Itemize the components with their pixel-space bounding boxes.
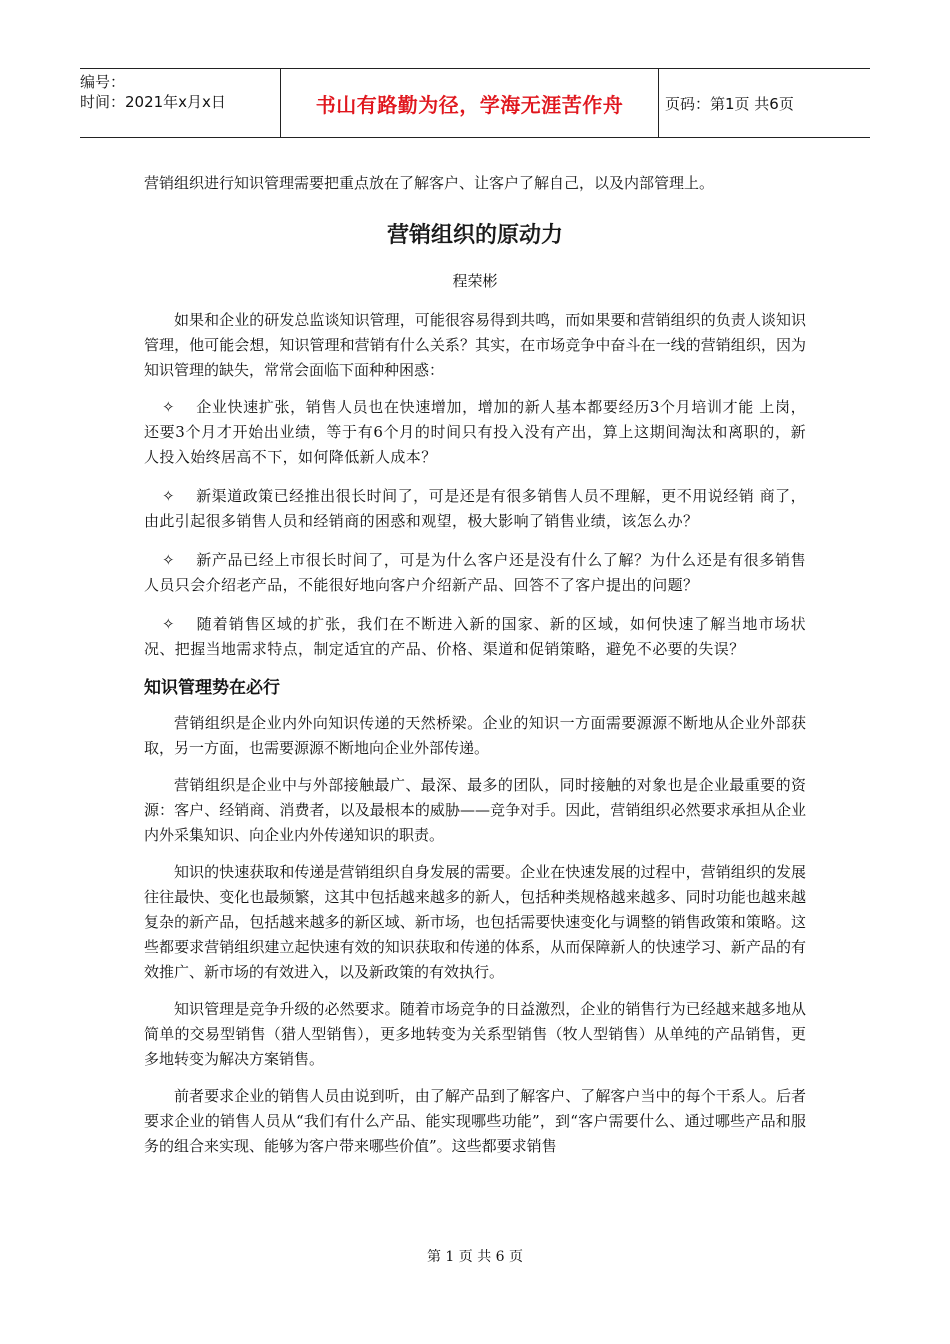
header-meta — [80, 69, 281, 137]
bullet-icon: ✧ — [162, 398, 175, 416]
paragraph: 知识管理是竞争升级的必然要求。随着市场竞争的日益激烈，企业的销售行为已经越来越多地从简单的交易型销售（猎人型销售），更多地转变为关系型销售（牧人型销售）从单纯的产品销售，更多地转变为解决方案销售。 — [144, 1000, 806, 1068]
time-label: 时间：2021年x月x日 — [80, 93, 226, 111]
bullet-item — [144, 548, 806, 598]
section-heading: 知识管理势在必行 — [144, 678, 280, 698]
paragraph: 营销组织是企业中与外部接触最广、最深、最多的团队，同时接触的对象也是企业最重要的资源：客户、经销商、消费者，以及最根本的威胁——竞争对手。因此，营销组织必然要求承担从企业内外采集知识、向企业内外传递知识的职责。 — [144, 776, 806, 844]
bullet-text: 新渠道政策已经推出很长时间了，可是还是有很多销售人员不理解，更不用说经销 商了，由此引起很多销售人员和经销商的困惑和观望，极大影响了销售业绩，该怎么办？ — [144, 487, 806, 530]
header-table — [80, 68, 870, 138]
page-footer: 第 1 页 共 6 页 — [426, 1249, 524, 1265]
header-motto-cell — [281, 69, 659, 137]
bullet-item — [144, 484, 806, 534]
bullet-text: 企业快速扩张，销售人员也在快速增加，增加的新人基本都要经历3个月培训才能 上岗，还要3个月才开始出业绩，等于有6个月的时间只有投入没有产出，算上这期间淘汰和离职的，新人投入始终居高不下，如何降低新人成本？ — [144, 398, 806, 466]
article-title: 营销组织的原动力 — [386, 223, 563, 248]
bullet-icon: ✧ — [162, 615, 175, 633]
article-author: 程荣彬 — [452, 272, 498, 290]
page-info: 页码：第1页 共6页 — [665, 94, 794, 113]
number-label: 编号： — [80, 73, 126, 91]
paragraph: 知识的快速获取和传递是营销组织自身发展的需要。企业在快速发展的过程中，营销组织的发展往往最快、变化也最频繁，这其中包括越来越多的新人，包括种类规格越来越多、同时功能也越来越复杂的新产品，包括越来越多的新区域、新市场，也包括需要快速变化与调整的销售政策和策略。这些都要求营销组织建立起快速有效的知识获取和传递的体系，从而保障新人的快速学习、新产品的有效推广、新市场的有效进入，以及新政策的有效执行。 — [144, 863, 806, 981]
article-body — [144, 308, 806, 1171]
bullet-icon: ✧ — [162, 551, 175, 569]
paragraph: 营销组织是企业内外向知识传递的天然桥梁。企业的知识一方面需要源源不断地从企业外部获取，另一方面，也需要源源不断地向企业外部传递。 — [144, 714, 806, 757]
bullet-item — [144, 395, 806, 470]
bullet-item — [144, 612, 806, 662]
bullet-icon: ✧ — [162, 487, 175, 505]
motto: 书山有路勤为径，学海无涯苦作舟 — [315, 92, 624, 117]
paragraph: 前者要求企业的销售人员由说到听，由了解产品到了解客户、了解客户当中的每个干系人。后者要求企业的销售人员从“我们有什么产品、能实现哪些功能”，到“客户需要什么、通过哪些产品和服务的组合来实现、能够为客户带来哪些价值”。这些都要求销售 — [144, 1087, 806, 1155]
header-page-info-cell — [659, 69, 870, 137]
intro-line: 营销组织进行知识管理需要把重点放在了解客户、让客户了解自己，以及内部管理上。 — [144, 174, 715, 192]
bullet-text: 新产品已经上市很长时间了，可是为什么客户还是没有什么了解？为什么还是有很多销售人员只会介绍老产品，不能很好地向客户介绍新产品、回答不了客户提出的问题？ — [144, 551, 806, 594]
bullet-text: 随着销售区域的扩张，我们在不断进入新的国家、新的区域，如何快速了解当地市场状况、把握当地需求特点，制定适宜的产品、价格、渠道和促销策略，避免不必要的失误？ — [144, 615, 806, 658]
paragraph: 如果和企业的研发总监谈知识管理，可能很容易得到共鸣，而如果要和营销组织的负责人谈知识管理，他可能会想，知识管理和营销有什么关系？其实，在市场竞争中奋斗在一线的营销组织，因为知识管理的缺失，常常会面临下面种种困惑： — [144, 311, 806, 379]
